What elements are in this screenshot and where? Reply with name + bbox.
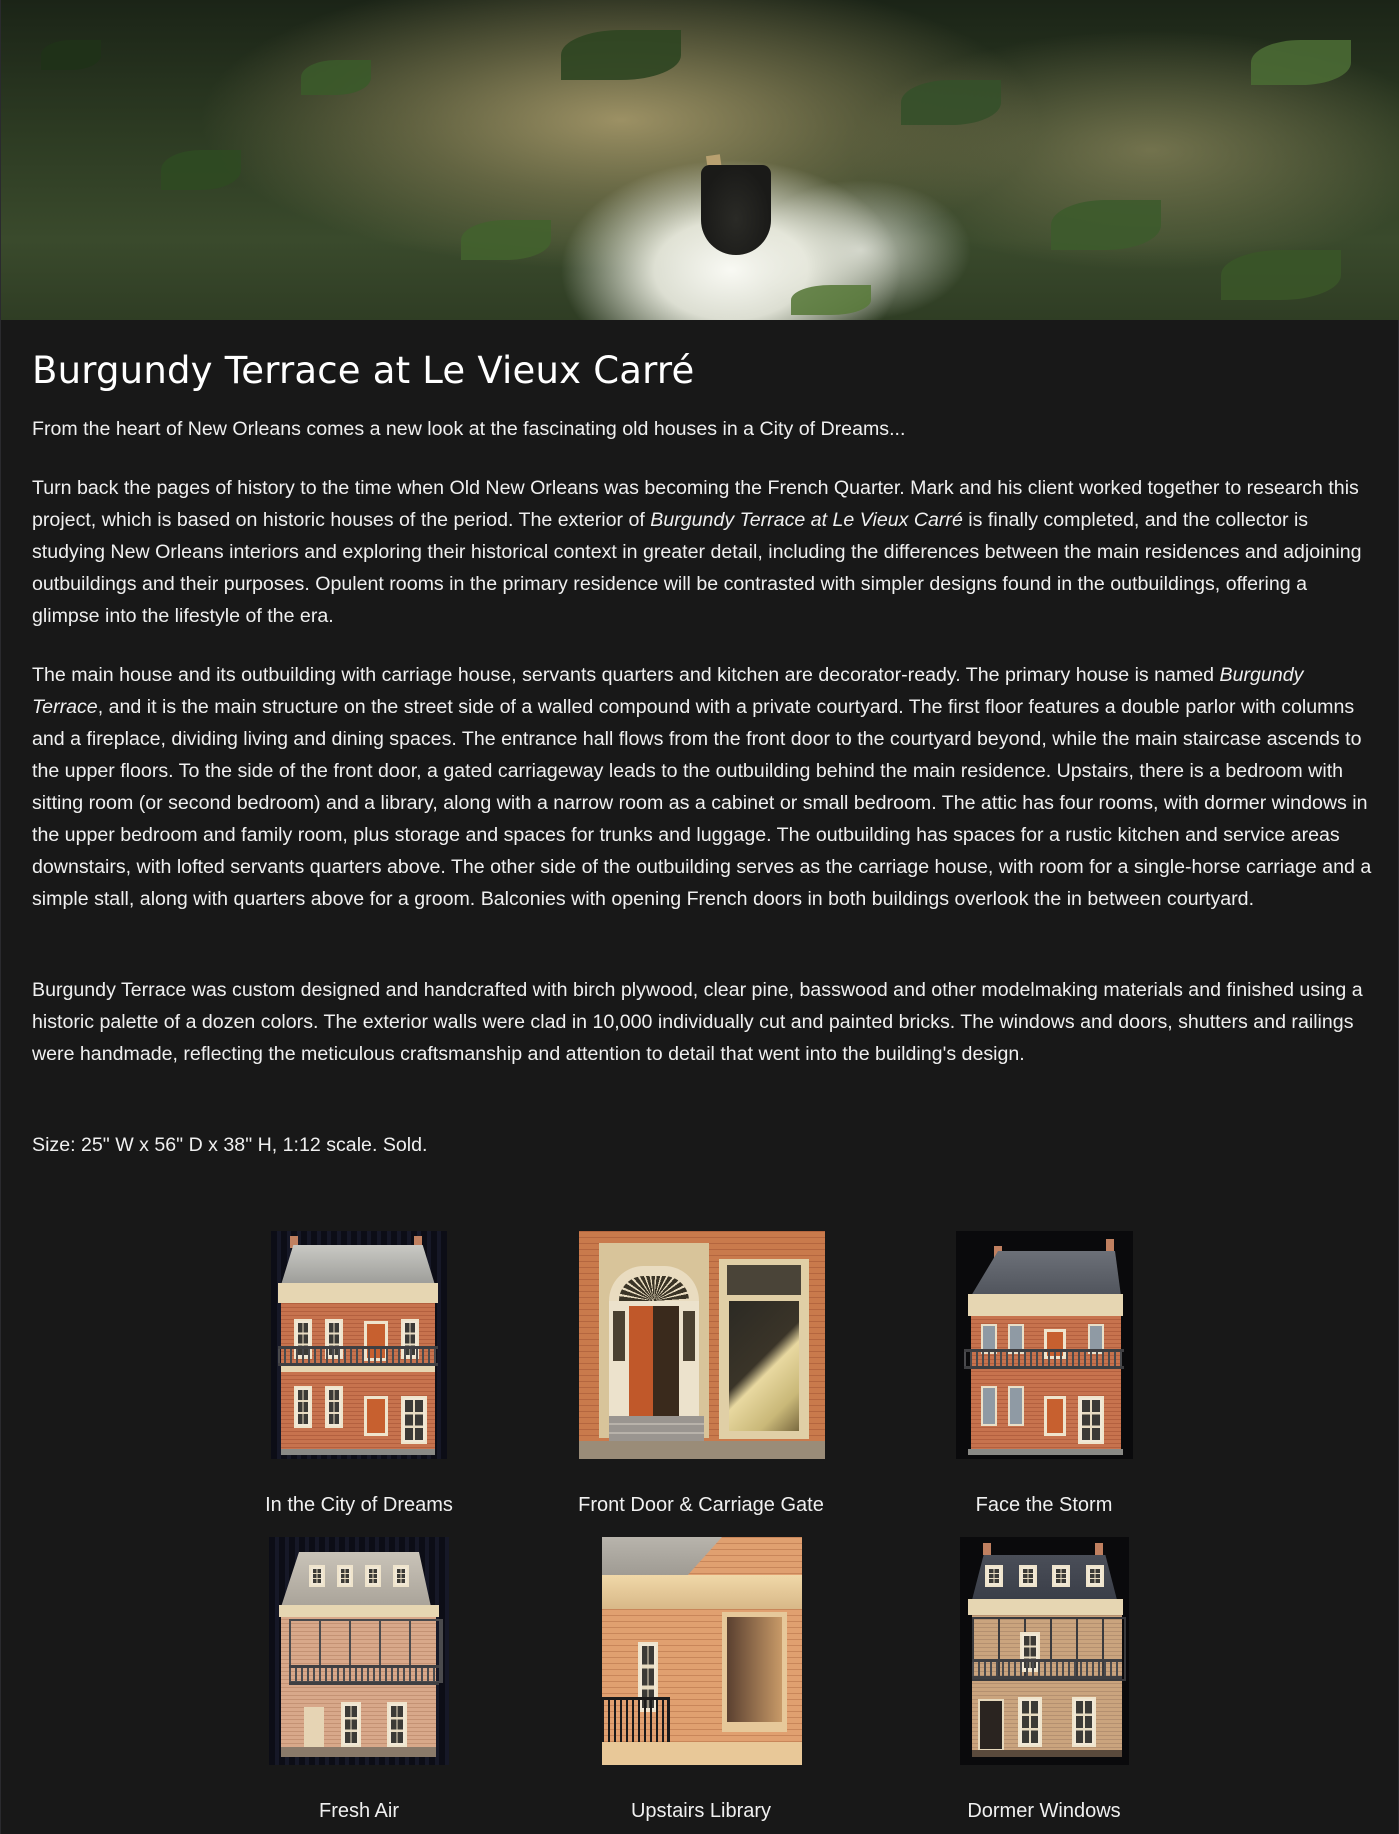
- paragraph-text: , and it is the main structure on the street side of a walled compound with a private courtyard. The first floor features a double parlor with columns and a fireplace, dividing living and dining spaces. The entrance hall flows from the front door to the courtyard beyond, while the main staircase ascends to the upper floors. To the side of the front door, a gated carriageway leads to the outbuilding behind the main residence. Upstairs, there is a bedroom with sitting room (or second bedroom) and a library, along with a narrow room as a cabinet or small bedroom. The attic has four rooms, with dormer windows in the upper bedroom and family room, plus storage and spaces for trunks and luggage. The outbuilding has spaces for a rustic kitchen and service areas downstairs, with lofted servants quarters above. The other side of the outbuilding serves as the carriage house, with room for a single-horse carriage and a simple stall, along with quarters above for a groom. Balconies with opening French doors in both buildings overlook the in between courtyard.: [32, 696, 1372, 910]
- leaf-decoration: [1251, 40, 1351, 85]
- gallery-image-city-of-dreams[interactable]: [271, 1231, 447, 1459]
- leaf-decoration: [301, 60, 371, 95]
- paragraph-text: The main house and its outbuilding with carriage house, servants quarters and kitchen are decorator-ready. The primary house is named: [32, 664, 1220, 686]
- leaf-decoration: [461, 220, 551, 260]
- gallery-caption[interactable]: Upstairs Library: [630, 1800, 772, 1822]
- gallery-caption[interactable]: Face the Storm: [975, 1494, 1113, 1516]
- leaf-decoration: [791, 285, 871, 315]
- gallery-caption[interactable]: Fresh Air: [318, 1800, 400, 1822]
- paragraph-layout: [32, 659, 1377, 915]
- page-title: Burgundy Terrace at Le Vieux Carré: [32, 349, 695, 392]
- paragraph-materials: Burgundy Terrace was custom designed and handcrafted with birch plywood, clear pine, basswood and other modelmaking materials and finished using a historic palette of a dozen colors. The exterior walls were clad in 10,000 individually cut and painted bricks. The windows and doors, shutters and railings were handmade, reflecting the meticulous craftsmanship and attention to detail that went into the building's design.: [32, 979, 1363, 1065]
- gallery-image-dormer-windows[interactable]: [960, 1537, 1129, 1765]
- paragraph-italic: Burgundy Terrace at Le Vieux Carré: [650, 509, 963, 531]
- gallery-image-fresh-air[interactable]: [269, 1537, 449, 1765]
- paragraph-history: [32, 472, 1377, 632]
- gallery-image-upstairs-library[interactable]: [602, 1537, 802, 1765]
- leaf-decoration: [161, 150, 241, 190]
- intro-text: From the heart of New Orleans comes a new look at the fascinating old houses in a City of Dreams...: [32, 418, 906, 440]
- size-info: Size: 25" W x 56" D x 38" H, 1:12 scale. Sold.: [32, 1134, 428, 1156]
- hero-image: [1, 0, 1399, 320]
- lantern: [701, 165, 771, 255]
- leaf-decoration: [1051, 200, 1161, 250]
- gallery-caption[interactable]: Dormer Windows: [967, 1800, 1121, 1822]
- gallery-caption[interactable]: In the City of Dreams: [265, 1494, 453, 1516]
- leaf-decoration: [1221, 250, 1341, 300]
- leaf-decoration: [41, 40, 101, 70]
- gallery-image-front-door[interactable]: [579, 1231, 825, 1459]
- paragraph-text: Turn back the pages of history to the time when Old New Orleans was becoming the French Quarter. Mark and his client worked together to research this project, which is based on historic houses of the period. The exterior of: [32, 477, 1359, 531]
- gallery-caption[interactable]: Front Door & Carriage Gate: [578, 1494, 824, 1516]
- paragraph-italic: Burgundy Terrace: [32, 664, 1304, 718]
- gallery-image-face-the-storm[interactable]: [956, 1231, 1133, 1459]
- paragraph-text: is finally completed, and the collector is studying New Orleans interiors and exploring their historical context in greater detail, including the differences between the main residences and adjoining outbuildings and their purposes. Opulent rooms in the primary residence will be contrasted with simpler designs found in the outbuildings, offering a glimpse into the lifestyle of the era.: [32, 509, 1362, 627]
- leaf-decoration: [901, 80, 1001, 125]
- leaf-decoration: [561, 30, 681, 80]
